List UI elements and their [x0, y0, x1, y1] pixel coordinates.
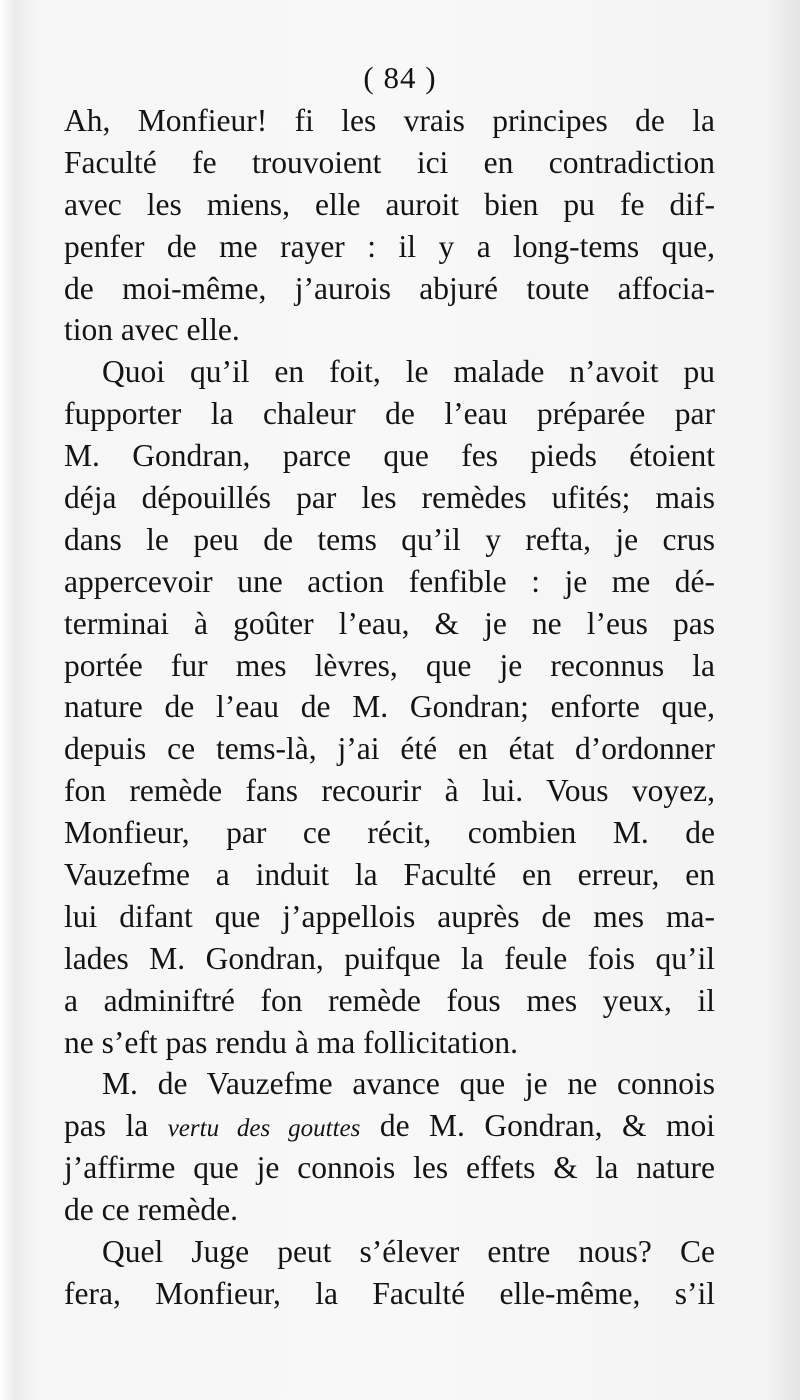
text-line: de ce remède.: [64, 1192, 239, 1228]
text-line: dans le peu de tems qu’il y refta, je crus: [64, 521, 715, 557]
text-line: lades M. Gondran, puifque la feule fois qu’il: [64, 940, 715, 976]
text-line: portée fur mes lèvres, que je reconnus la: [64, 647, 715, 683]
text-line: a adminiftré fon remède fous mes yeux, il: [64, 982, 715, 1018]
text-line: Ah, Monfieur! fi les vrais principes de la: [64, 103, 715, 138]
body-text: [64, 100, 715, 1315]
text-line: depuis ce tems-là, j’ai été en état d’ordonner: [64, 731, 715, 767]
text-run: de M. Gondran, & moi: [360, 1108, 715, 1144]
text-line: M. de Vauzefme avance que je ne connois: [102, 1066, 715, 1102]
text-line: Faculté fe trouvoient ici en contradiction: [64, 144, 715, 180]
text-line: tion avec elle.: [64, 312, 240, 348]
text-line: j’affirme que je connois les effets & la nature: [64, 1150, 715, 1186]
text-line: Quoi qu’il en foit, le malade n’avoit pu: [102, 354, 715, 390]
text-line: Vauzefme a induit la Faculté en erreur, en: [64, 857, 715, 893]
text-line: ne s’eft pas rendu à ma follicitation.: [64, 1024, 518, 1060]
text-line: lui difant que j’appellois auprès de mes ma-: [64, 898, 715, 934]
text-line: fera, Monfieur, la Faculté elle-même, s’il: [64, 1275, 715, 1311]
text-line: penfer de me rayer : il y a long-tems que,: [64, 228, 715, 264]
page-gutter: [0, 0, 14, 1400]
text-line: fupporter la chaleur de l’eau préparée par: [64, 396, 715, 432]
text-line: terminai à goûter l’eau, & je ne l’eus pas: [64, 605, 715, 641]
text-line: de moi-même, j’aurois abjuré toute affocia-: [64, 270, 715, 306]
text-line-with-emphasis: [64, 1105, 715, 1147]
paragraph-3: [64, 1063, 715, 1231]
text-line: fon remède fans recourir à lui. Vous voyez,: [64, 773, 715, 809]
text-line: nature de l’eau de M. Gondran; enforte que,: [64, 689, 715, 725]
emphasis-phrase: vertu des gouttes: [167, 1115, 361, 1143]
paragraph-1: [64, 100, 715, 351]
text-line: M. Gondran, parce que fes pieds étoient: [64, 438, 715, 474]
text-line: Monfieur, par ce récit, combien M. de: [64, 815, 715, 851]
paragraph-2: [64, 351, 715, 1063]
paragraph-4: [64, 1231, 715, 1315]
page-number: ( 84 ): [363, 60, 437, 95]
text-line: déja dépouillés par les remèdes ufités; mais: [64, 480, 715, 516]
text-line: appercevoir une action fenfible : je me dé-: [64, 563, 715, 599]
text-run: pas la: [64, 1108, 168, 1144]
text-line: avec les miens, elle auroit bien pu fe dif-: [64, 186, 715, 222]
text-line: Quel Juge peut s’élever entre nous? Ce: [102, 1234, 715, 1270]
